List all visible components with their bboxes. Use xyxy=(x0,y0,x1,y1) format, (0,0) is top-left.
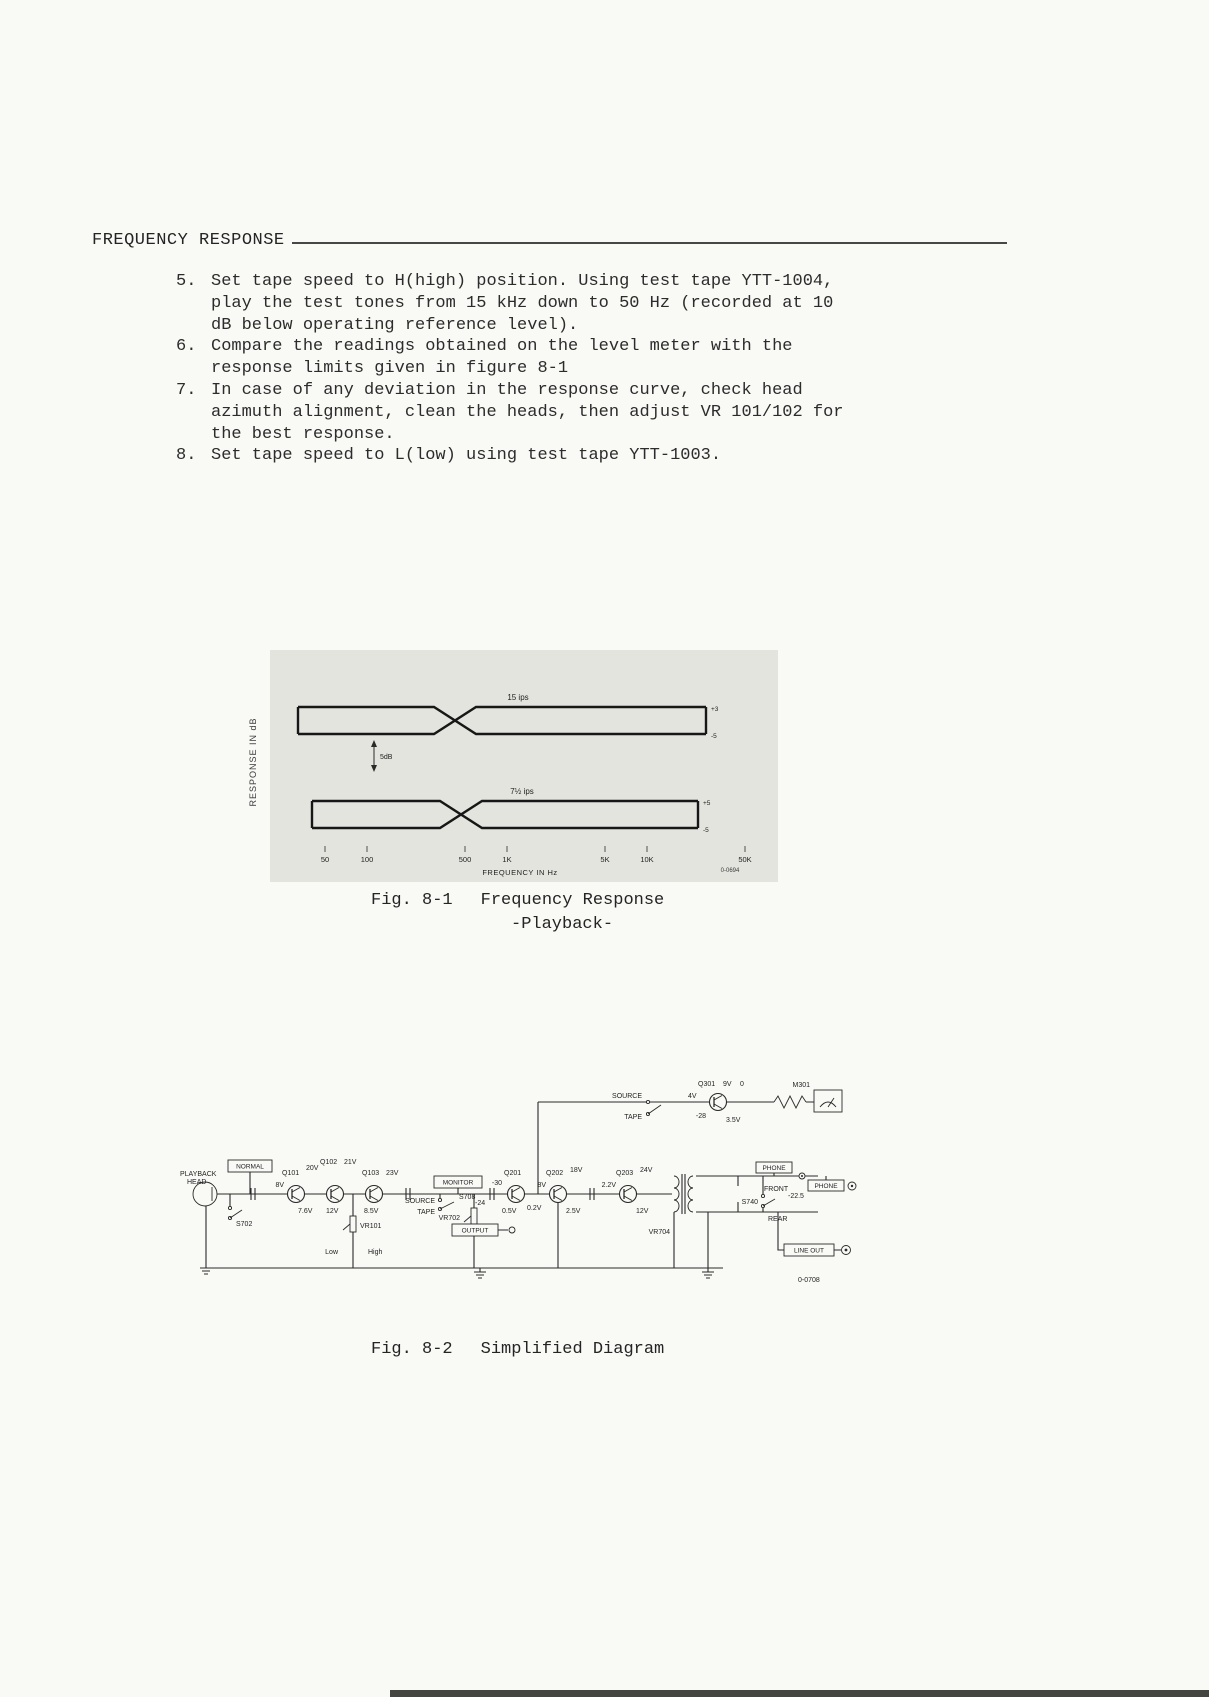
q201-collector-voltage: -30 xyxy=(491,1180,502,1187)
db-scale-marker xyxy=(371,740,393,772)
switch-contact xyxy=(228,1206,231,1209)
normal-label: NORMAL xyxy=(236,1163,264,1171)
meter-body xyxy=(814,1090,842,1112)
x-tick-label: 50K xyxy=(738,855,752,864)
rear-label: REAR xyxy=(768,1216,788,1223)
instruction-number: 8. xyxy=(176,446,197,466)
instruction-item xyxy=(176,271,876,336)
switch-arm xyxy=(648,1105,661,1114)
q203-emitter-voltage: 12V xyxy=(636,1208,649,1215)
band-7half-upper-limit: +5 xyxy=(703,800,711,807)
monitor-tape-label: TAPE xyxy=(417,1209,435,1216)
instruction-text: Compare the readings obtained on the level meter with the response limits given in figure 8-1 xyxy=(211,337,793,379)
q201-emitter-voltage: 0.2V xyxy=(527,1205,542,1212)
q103-collector-voltage: 23V xyxy=(386,1170,399,1177)
switch-contact xyxy=(761,1194,764,1197)
q101-base-voltage: 8V xyxy=(275,1182,284,1189)
fig81-caption-subtitle: -Playback- xyxy=(511,915,614,934)
figure-ref-number: 0-0694 xyxy=(720,868,740,874)
minus225-voltage: -22.5 xyxy=(788,1193,804,1200)
vr704-label: VR704 xyxy=(648,1229,670,1236)
monitor-label: MONITOR xyxy=(442,1179,474,1187)
fig81-caption-number: Fig. 8-1 xyxy=(371,891,453,910)
transistor-q201 xyxy=(508,1186,525,1203)
q101-collector-voltage: 20V xyxy=(306,1165,319,1172)
phone-front-label: PHONE xyxy=(762,1165,786,1172)
front-label: FRONT xyxy=(764,1186,789,1193)
instruction-item xyxy=(176,445,876,467)
vr702-potentiometer xyxy=(464,1208,477,1224)
band-15ips xyxy=(298,693,719,740)
output-jack xyxy=(509,1227,515,1233)
minus24-voltage: -24 xyxy=(475,1200,486,1207)
phone-rear-label: PHONE xyxy=(814,1183,838,1190)
instruction-list xyxy=(176,271,876,467)
instruction-number: 7. xyxy=(176,380,197,400)
instruction-text: Set tape speed to H(high) position. Using test tape YTT-1004, play the test tones from 15 kHz down to 50 Hz (recorded at 10 dB below operating reference level). xyxy=(211,272,834,335)
transistor-q301 xyxy=(710,1094,727,1111)
scale-arrow-down xyxy=(371,765,377,772)
section-title: FREQUENCY RESPONSE xyxy=(92,231,285,250)
transistor-q203 xyxy=(620,1186,637,1203)
q203-base-voltage: 2.2V xyxy=(601,1182,616,1189)
jack-tip xyxy=(845,1249,848,1252)
transistor-q102 xyxy=(327,1186,344,1203)
vr101-potentiometer xyxy=(343,1216,356,1232)
transistor-q202 xyxy=(550,1186,567,1203)
playback-head-label: PLAYBACK xyxy=(180,1171,217,1178)
s740-label: S740 xyxy=(741,1199,758,1206)
chart-y-axis-label: RESPONSE IN dB xyxy=(248,717,258,807)
scale-marker-label: 5dB xyxy=(380,754,393,761)
q203-collector-voltage: 24V xyxy=(640,1167,653,1174)
x-tick-label: 1K xyxy=(502,855,512,864)
playback-head-label: HEAD xyxy=(187,1179,207,1186)
line-out-label: LINE OUT xyxy=(794,1247,824,1255)
q202-emitter-voltage: 2.5V xyxy=(566,1208,581,1215)
x-tick-label: 10K xyxy=(640,855,654,864)
q201-base-voltage: 0.5V xyxy=(502,1208,517,1215)
fig81-figure xyxy=(270,650,778,882)
s702-label: S702 xyxy=(236,1221,253,1228)
fig82-caption xyxy=(371,1340,664,1359)
q301-v1: 9V xyxy=(723,1081,732,1088)
band-15ips-label: 15 ips xyxy=(507,693,529,702)
switch-arm xyxy=(763,1199,775,1206)
x-tick-label: 100 xyxy=(360,855,374,864)
playback-amp-stage xyxy=(275,1159,398,1256)
ground-symbol xyxy=(474,1272,486,1278)
instruction-item xyxy=(176,336,876,380)
playback-head-symbol xyxy=(180,1171,217,1206)
switch-contact xyxy=(438,1198,441,1201)
fig82-caption-number: Fig. 8-2 xyxy=(371,1340,453,1359)
meter-source-label: SOURCE xyxy=(612,1093,642,1100)
frequency-response-chart xyxy=(270,650,778,882)
q301-v3: -28 xyxy=(695,1113,706,1120)
q301-label: Q301 xyxy=(698,1081,716,1088)
q102-collector-voltage: 21V xyxy=(344,1159,357,1166)
band-7half-ips-outline xyxy=(312,801,698,828)
monitor-source-label: SOURCE xyxy=(405,1198,435,1205)
q101-emitter-voltage: 7.6V xyxy=(298,1208,313,1215)
section-header xyxy=(92,231,1007,250)
figure-ref-number: 0-0708 xyxy=(798,1277,820,1284)
q103-emitter-voltage: 8.5V xyxy=(364,1208,379,1215)
instruction-number: 5. xyxy=(176,272,197,291)
transistor-q101 xyxy=(288,1186,305,1203)
instruction-number: 6. xyxy=(176,337,197,357)
q103-label: Q103 xyxy=(362,1170,380,1177)
instruction-text: In case of any deviation in the response curve, check head azimuth alignment, clean the heads, then adjust VR 101/102 for the best response. xyxy=(211,380,844,444)
ground-symbol xyxy=(200,1268,212,1274)
circuit-wiring xyxy=(206,1096,841,1272)
band-15ips-lower-limit: -5 xyxy=(711,733,717,740)
band-15ips-outline xyxy=(298,707,706,734)
meter-tape-label: TAPE xyxy=(624,1114,642,1121)
q203-label: Q203 xyxy=(616,1170,634,1177)
x-tick-label: 50 xyxy=(320,855,330,864)
vr702-label: VR702 xyxy=(438,1215,460,1222)
switch-arm xyxy=(440,1202,454,1209)
jack-tip xyxy=(801,1175,803,1177)
q102-emitter-voltage: 12V xyxy=(326,1208,339,1215)
fig82-caption-title: Simplified Diagram xyxy=(480,1340,665,1359)
band-7half-ips-label: 7½ ips xyxy=(510,787,534,796)
q201-label: Q201 xyxy=(504,1170,522,1177)
band-15ips-upper-limit: +3 xyxy=(711,706,719,713)
q202-label: Q202 xyxy=(546,1170,564,1177)
scale-arrow-up xyxy=(371,740,377,747)
instruction-item xyxy=(176,380,876,445)
band-7half-lower-limit: -5 xyxy=(703,827,709,834)
q202-collector-voltage: 18V xyxy=(570,1167,583,1174)
fig81-caption-line1 xyxy=(371,889,664,913)
band-7half-ips xyxy=(312,787,711,834)
header-rule xyxy=(292,242,1007,244)
speed-low-label: Low xyxy=(325,1249,338,1256)
q301-v4: 4V xyxy=(688,1093,697,1100)
jack-tip xyxy=(851,1185,853,1187)
x-axis-label: FREQUENCY IN Hz xyxy=(482,868,558,877)
q301-v2: 0 xyxy=(740,1081,744,1088)
fig81-chart-panel xyxy=(270,650,778,882)
q202-base-voltage: 8V xyxy=(537,1182,546,1189)
switch-contact xyxy=(646,1100,649,1103)
page-edge-shadow xyxy=(390,1690,1209,1697)
output-label: OUTPUT xyxy=(461,1227,489,1235)
vr101-label: VR101 xyxy=(360,1223,382,1230)
x-tick-label: 5K xyxy=(600,855,610,864)
ground-symbol xyxy=(702,1272,714,1278)
q101-label: Q101 xyxy=(282,1170,300,1177)
x-axis xyxy=(321,846,752,877)
switch-arm xyxy=(230,1210,242,1218)
speed-high-label: High xyxy=(368,1249,383,1256)
fig81-caption xyxy=(371,889,664,937)
transformer-coils xyxy=(674,1176,693,1212)
m301-label: M301 xyxy=(792,1082,810,1089)
q301-v5: 3.5V xyxy=(726,1117,741,1124)
x-tick-label: 500 xyxy=(458,855,472,864)
fig82-figure xyxy=(178,1076,878,1313)
fig81-caption-title: Frequency Response xyxy=(480,891,665,910)
simplified-circuit-diagram xyxy=(178,1076,878,1308)
q102-label: Q102 xyxy=(320,1159,338,1166)
resistor-zigzag xyxy=(774,1096,806,1108)
s708-label: S708 xyxy=(459,1194,476,1201)
transistor-q103 xyxy=(366,1186,383,1203)
instruction-text: Set tape speed to L(low) using test tape YTT-1003. xyxy=(211,446,722,466)
line-amp-stage xyxy=(492,1167,670,1236)
